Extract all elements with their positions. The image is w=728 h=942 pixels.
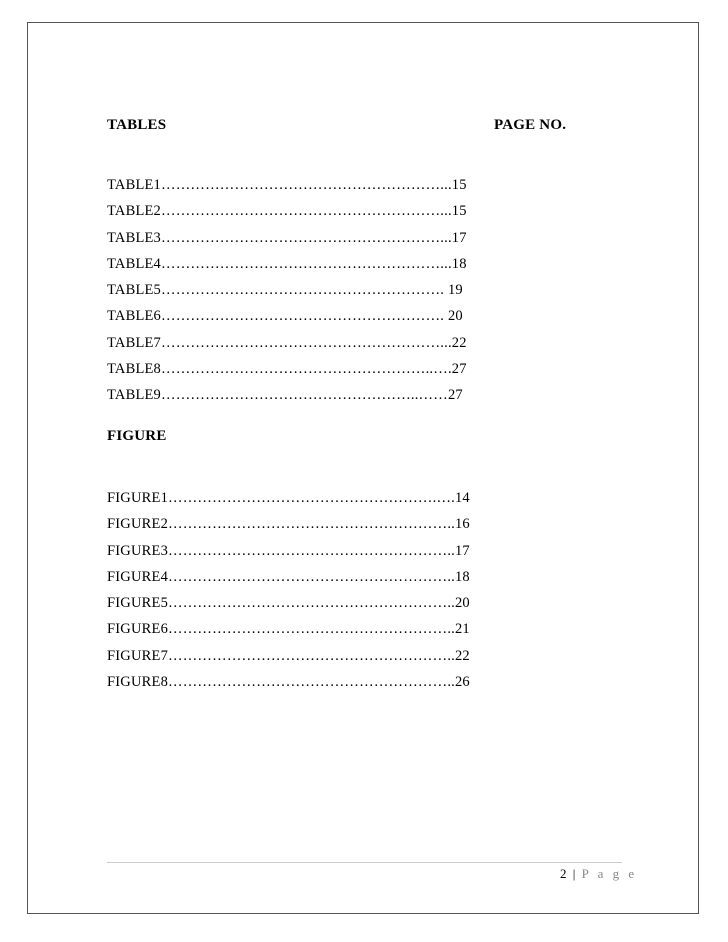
tables-heading: TABLES: [107, 117, 167, 133]
toc-entry-table3: TABLE3…………………………………………………...17: [107, 229, 467, 246]
toc-entry-figure2: FIGURE2…………………………………………………..16: [107, 516, 470, 533]
toc-entry-figure6: FIGURE6…………………………………………………..21: [107, 621, 470, 638]
toc-entry-figure4: FIGURE4…………………………………………………..18: [107, 568, 470, 585]
toc-entry-table5: TABLE5…………………………………………………. 19: [107, 282, 463, 299]
toc-entry-table4: TABLE4…………………………………………………...18: [107, 255, 467, 272]
toc-entry-figure3: FIGURE3…………………………………………………..17: [107, 542, 470, 559]
figures-list: [107, 485, 577, 695]
toc-entry-table9: TABLE9……………………………………………..……27: [107, 387, 463, 404]
page-no-heading: PAGE NO.: [494, 117, 567, 133]
toc-header: [107, 117, 577, 137]
toc-entry-table1: TABLE1…………………………………………………...15: [107, 177, 467, 193]
toc-entry-table6: TABLE6…………………………………………………. 20: [107, 308, 463, 325]
page-label: P a g e: [581, 866, 638, 881]
toc-entry-table7: TABLE7…………………………………………………...22: [107, 334, 467, 351]
page-border: [27, 22, 699, 914]
toc-entry-figure7: FIGURE7…………………………………………………..22: [107, 647, 470, 664]
toc-entry-figure1: FIGURE1……………………………………………….….14: [107, 490, 470, 506]
page-footer: [560, 866, 637, 882]
footer-rule: [107, 862, 622, 863]
footer-separator: |: [572, 866, 576, 881]
toc-entry-table8: TABLE8………………………………………………..….27: [107, 361, 467, 378]
toc-entry-figure8: FIGURE8…………………………………………………..26: [107, 674, 470, 691]
page-number: 2: [560, 866, 567, 881]
toc-entry-figure5: FIGURE5…………………………………………………..20: [107, 595, 470, 612]
tables-list: [107, 172, 577, 409]
toc-entry-table2: TABLE2…………………………………………………...15: [107, 203, 467, 220]
figure-heading: FIGURE: [107, 428, 167, 444]
